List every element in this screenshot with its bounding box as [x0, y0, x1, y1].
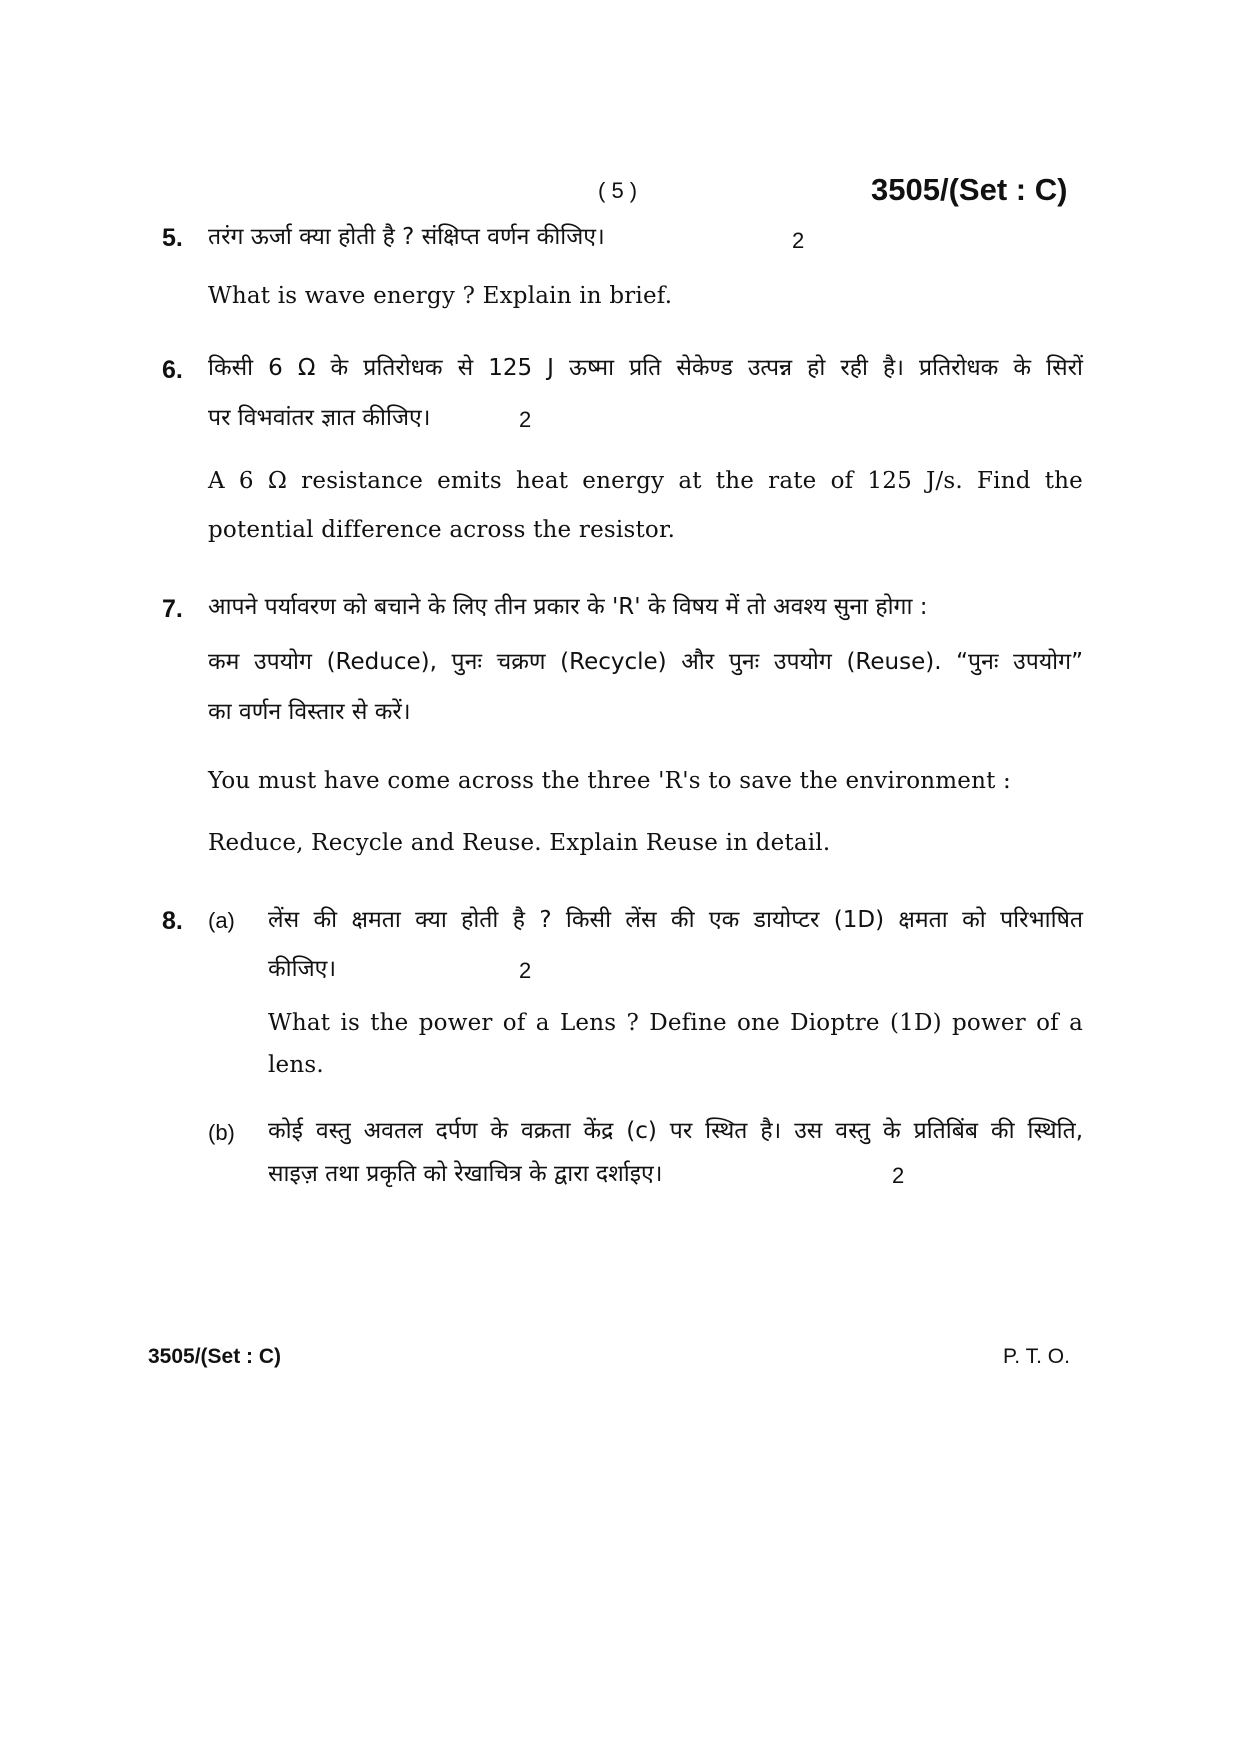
- question-8b-hindi-line1: कोई वस्तु अवतल दर्पण के वक्रता केंद्र (c) पर स्थित है। उस वस्तु के प्रतिबिंब की स्थिति,: [268, 1118, 1083, 1144]
- question-6-english-line2: potential difference across the resistor.: [208, 517, 676, 543]
- question-7-number: 7.: [162, 595, 183, 623]
- question-8a-english-line1: What is the power of a Lens ? Define one Dioptre (1D) power of a: [268, 1010, 1083, 1036]
- paper-code-footer: 3505/(Set : C): [148, 1345, 282, 1368]
- page-number: ( 5 ): [598, 178, 638, 203]
- paper-code-header: 3505/(Set : C): [871, 172, 1068, 207]
- question-5-english: What is wave energy ? Explain in brief.: [208, 283, 673, 309]
- question-6-english-line1: A 6 Ω resistance emits heat energy at the rate of 125 J/s. Find the: [208, 468, 1083, 494]
- question-6-marks: 2: [519, 407, 532, 432]
- question-7-english-line2: Reduce, Recycle and Reuse. Explain Reuse in detail.: [208, 830, 831, 856]
- question-5-hindi: तरंग ऊर्जा क्या होती है ? संक्षिप्त वर्णन कीजिए।: [208, 224, 605, 250]
- question-7-english-line1: You must have come across the three 'R's to save the environment :: [208, 768, 1012, 794]
- question-7-hindi-line3: का वर्णन विस्तार से करें।: [208, 699, 411, 725]
- question-6-number: 6.: [162, 356, 183, 384]
- question-6-hindi-line2: पर विभवांतर ज्ञात कीजिए।: [208, 405, 431, 431]
- question-6-hindi-line1: किसी 6 Ω के प्रतिरोधक से 125 J ऊष्मा प्रति सेकेण्ड उत्पन्न हो रही है। प्रतिरोधक के सिरों: [208, 355, 1083, 381]
- question-5-marks: 2: [792, 228, 805, 253]
- question-5-number: 5.: [162, 224, 183, 252]
- question-8a-hindi-line2: कीजिए।: [268, 956, 337, 982]
- pto-label: P. T. O.: [1003, 1345, 1070, 1368]
- question-7-hindi-line1: आपने पर्यावरण को बचाने के लिए तीन प्रकार के 'R' के विषय में तो अवश्य सुना होगा :: [208, 594, 928, 620]
- question-8a-hindi-line1: लेंस की क्षमता क्या होती है ? किसी लेंस की एक डायोप्टर (1D) क्षमता को परिभाषित: [268, 907, 1083, 933]
- question-8b-marks: 2: [892, 1163, 905, 1188]
- question-8b-hindi-line2: साइज़ तथा प्रकृति को रेखाचित्र के द्वारा दर्शाइए।: [268, 1161, 663, 1187]
- question-8a-marks: 2: [519, 958, 532, 983]
- question-8a-english-line2: lens.: [268, 1052, 324, 1078]
- question-7-hindi-line2: कम उपयोग (Reduce), पुनः चक्रण (Recycle) और पुनः उपयोग (Reuse). “पुनः उपयोग”: [208, 649, 1083, 675]
- question-8a-label: (a): [208, 908, 235, 933]
- question-8b-label: (b): [208, 1120, 235, 1145]
- question-8-number: 8.: [162, 907, 183, 935]
